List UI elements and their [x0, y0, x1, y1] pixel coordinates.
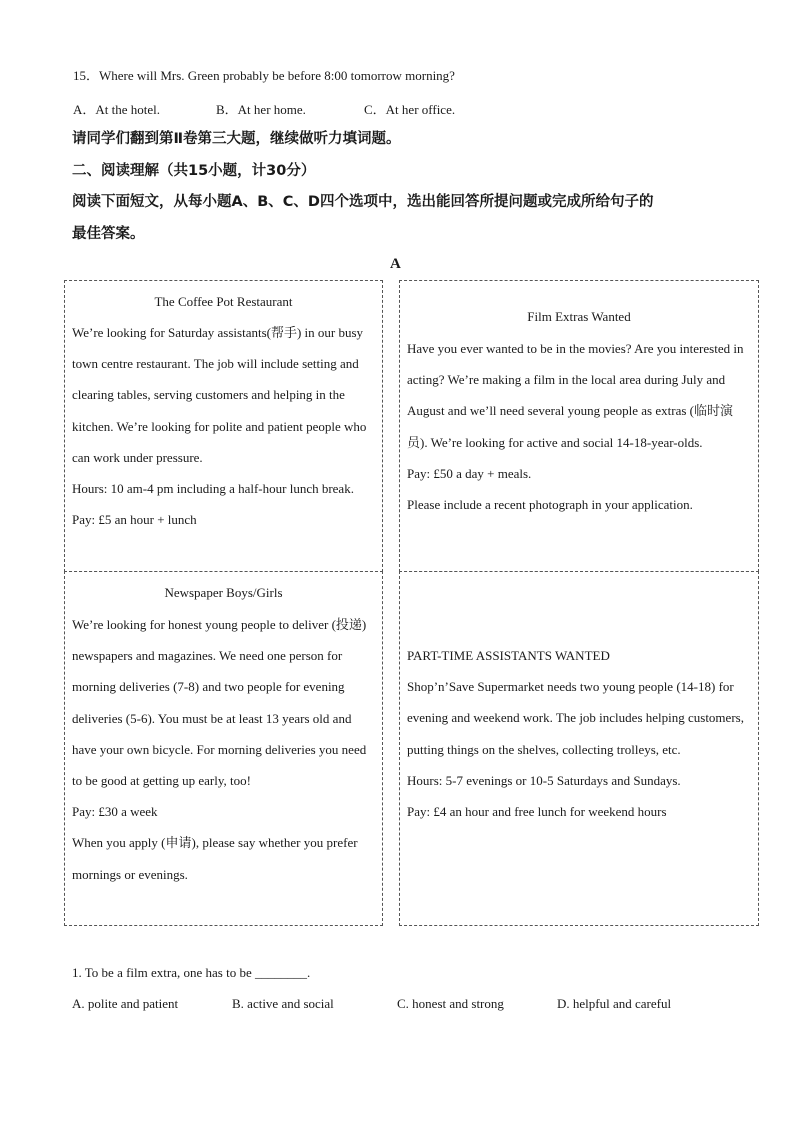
ad-pay: Pay: £4 an hour and free lunch for weekend hours: [407, 804, 667, 820]
question-1: 1. To be a film extra, one has to be ________.: [72, 965, 311, 980]
ad-title: Newspaper Boys/Girls: [164, 585, 283, 600]
ad-hours: Hours: 5-7 evenings or 10-5 Saturdays and Sundays.: [407, 772, 681, 788]
ad-newspaper: [64, 571, 383, 926]
ad-supermarket: [399, 571, 759, 926]
q1-option-c: C. honest and strong: [397, 996, 504, 1011]
ad-apply: When you apply (申请), please say whether you prefer mornings or evenings.: [72, 835, 358, 882]
ad-text: [407, 640, 751, 827]
ad-pay: Pay: £50 a day + meals.: [407, 465, 532, 481]
directions-line-1: 阅读下面短文，从每小题A、B、C、D四个选项中，选出能回答所提问题或完成所给句子的: [72, 194, 654, 210]
ad-text: [72, 609, 375, 890]
ad-body: We’re looking for honest young people to deliver (投递) newspapers and magazines. We need one person for morning deliveries (7-8) and two people for evening deliveries (5-6). You must be at least 13 years old and have your own bicycle. For morning deliveries you need to be good at getting up early, too!: [72, 617, 367, 789]
q15-option-a: A．At the hotel.: [73, 102, 161, 117]
section-title: 二、阅读理解（共15小题，计30分）: [72, 163, 316, 179]
ad-title: The Coffee Pot Restaurant: [154, 294, 293, 309]
q15-option-c: C．At her office.: [364, 102, 456, 117]
question-15: 15．Where will Mrs. Green probably be before 8:00 tomorrow morning?: [73, 68, 455, 83]
q1-option-b: B. active and social: [232, 996, 334, 1011]
q1-option-d: D. helpful and careful: [557, 996, 672, 1011]
ad-hours: Hours: 10 am-4 pm including a half-hour lunch break.: [72, 481, 354, 497]
turn-page-instruction: 请同学们翻到第Ⅱ卷第三大题，继续做听力填词题。: [72, 131, 401, 147]
q1-option-a: A. polite and patient: [72, 996, 179, 1011]
ad-body: Shop’n’Save Supermarket needs two young people (14-18) for evening and weekend work. The job includes helping customers, putting things on the shelves, collecting trolleys, etc.: [407, 679, 744, 757]
ad-pay: Pay: £5 an hour + lunch: [72, 512, 197, 528]
ad-title: PART-TIME ASSISTANTS WANTED: [407, 648, 610, 663]
ad-text: [407, 333, 751, 520]
directions-line-2: 最佳答案。: [72, 226, 145, 242]
ad-body: Have you ever wanted to be in the movies? Are you interested in acting? We’re making a film in the local area during July and August and we’ll need several young people as extras (临时演员). We’re looking for active and social 14-18-year-olds.: [407, 341, 744, 450]
ad-pay: Pay: £30 a week: [72, 804, 158, 820]
q15-option-b: B．At her home.: [216, 102, 306, 117]
passage-label: A: [390, 256, 401, 272]
ad-body: We’re looking for Saturday assistants(帮手) in our busy town centre restaurant. The job will include setting and clearing tables, serving customers and helping in the kitchen. We’re looking for polite and patient people who can work under pressure.: [72, 325, 367, 465]
ad-film-extras: [399, 280, 759, 572]
ad-text: [72, 317, 375, 535]
ad-title: Film Extras Wanted: [527, 309, 631, 324]
ad-coffee-pot: [64, 280, 383, 572]
ad-note: Please include a recent photograph in your application.: [407, 497, 693, 513]
